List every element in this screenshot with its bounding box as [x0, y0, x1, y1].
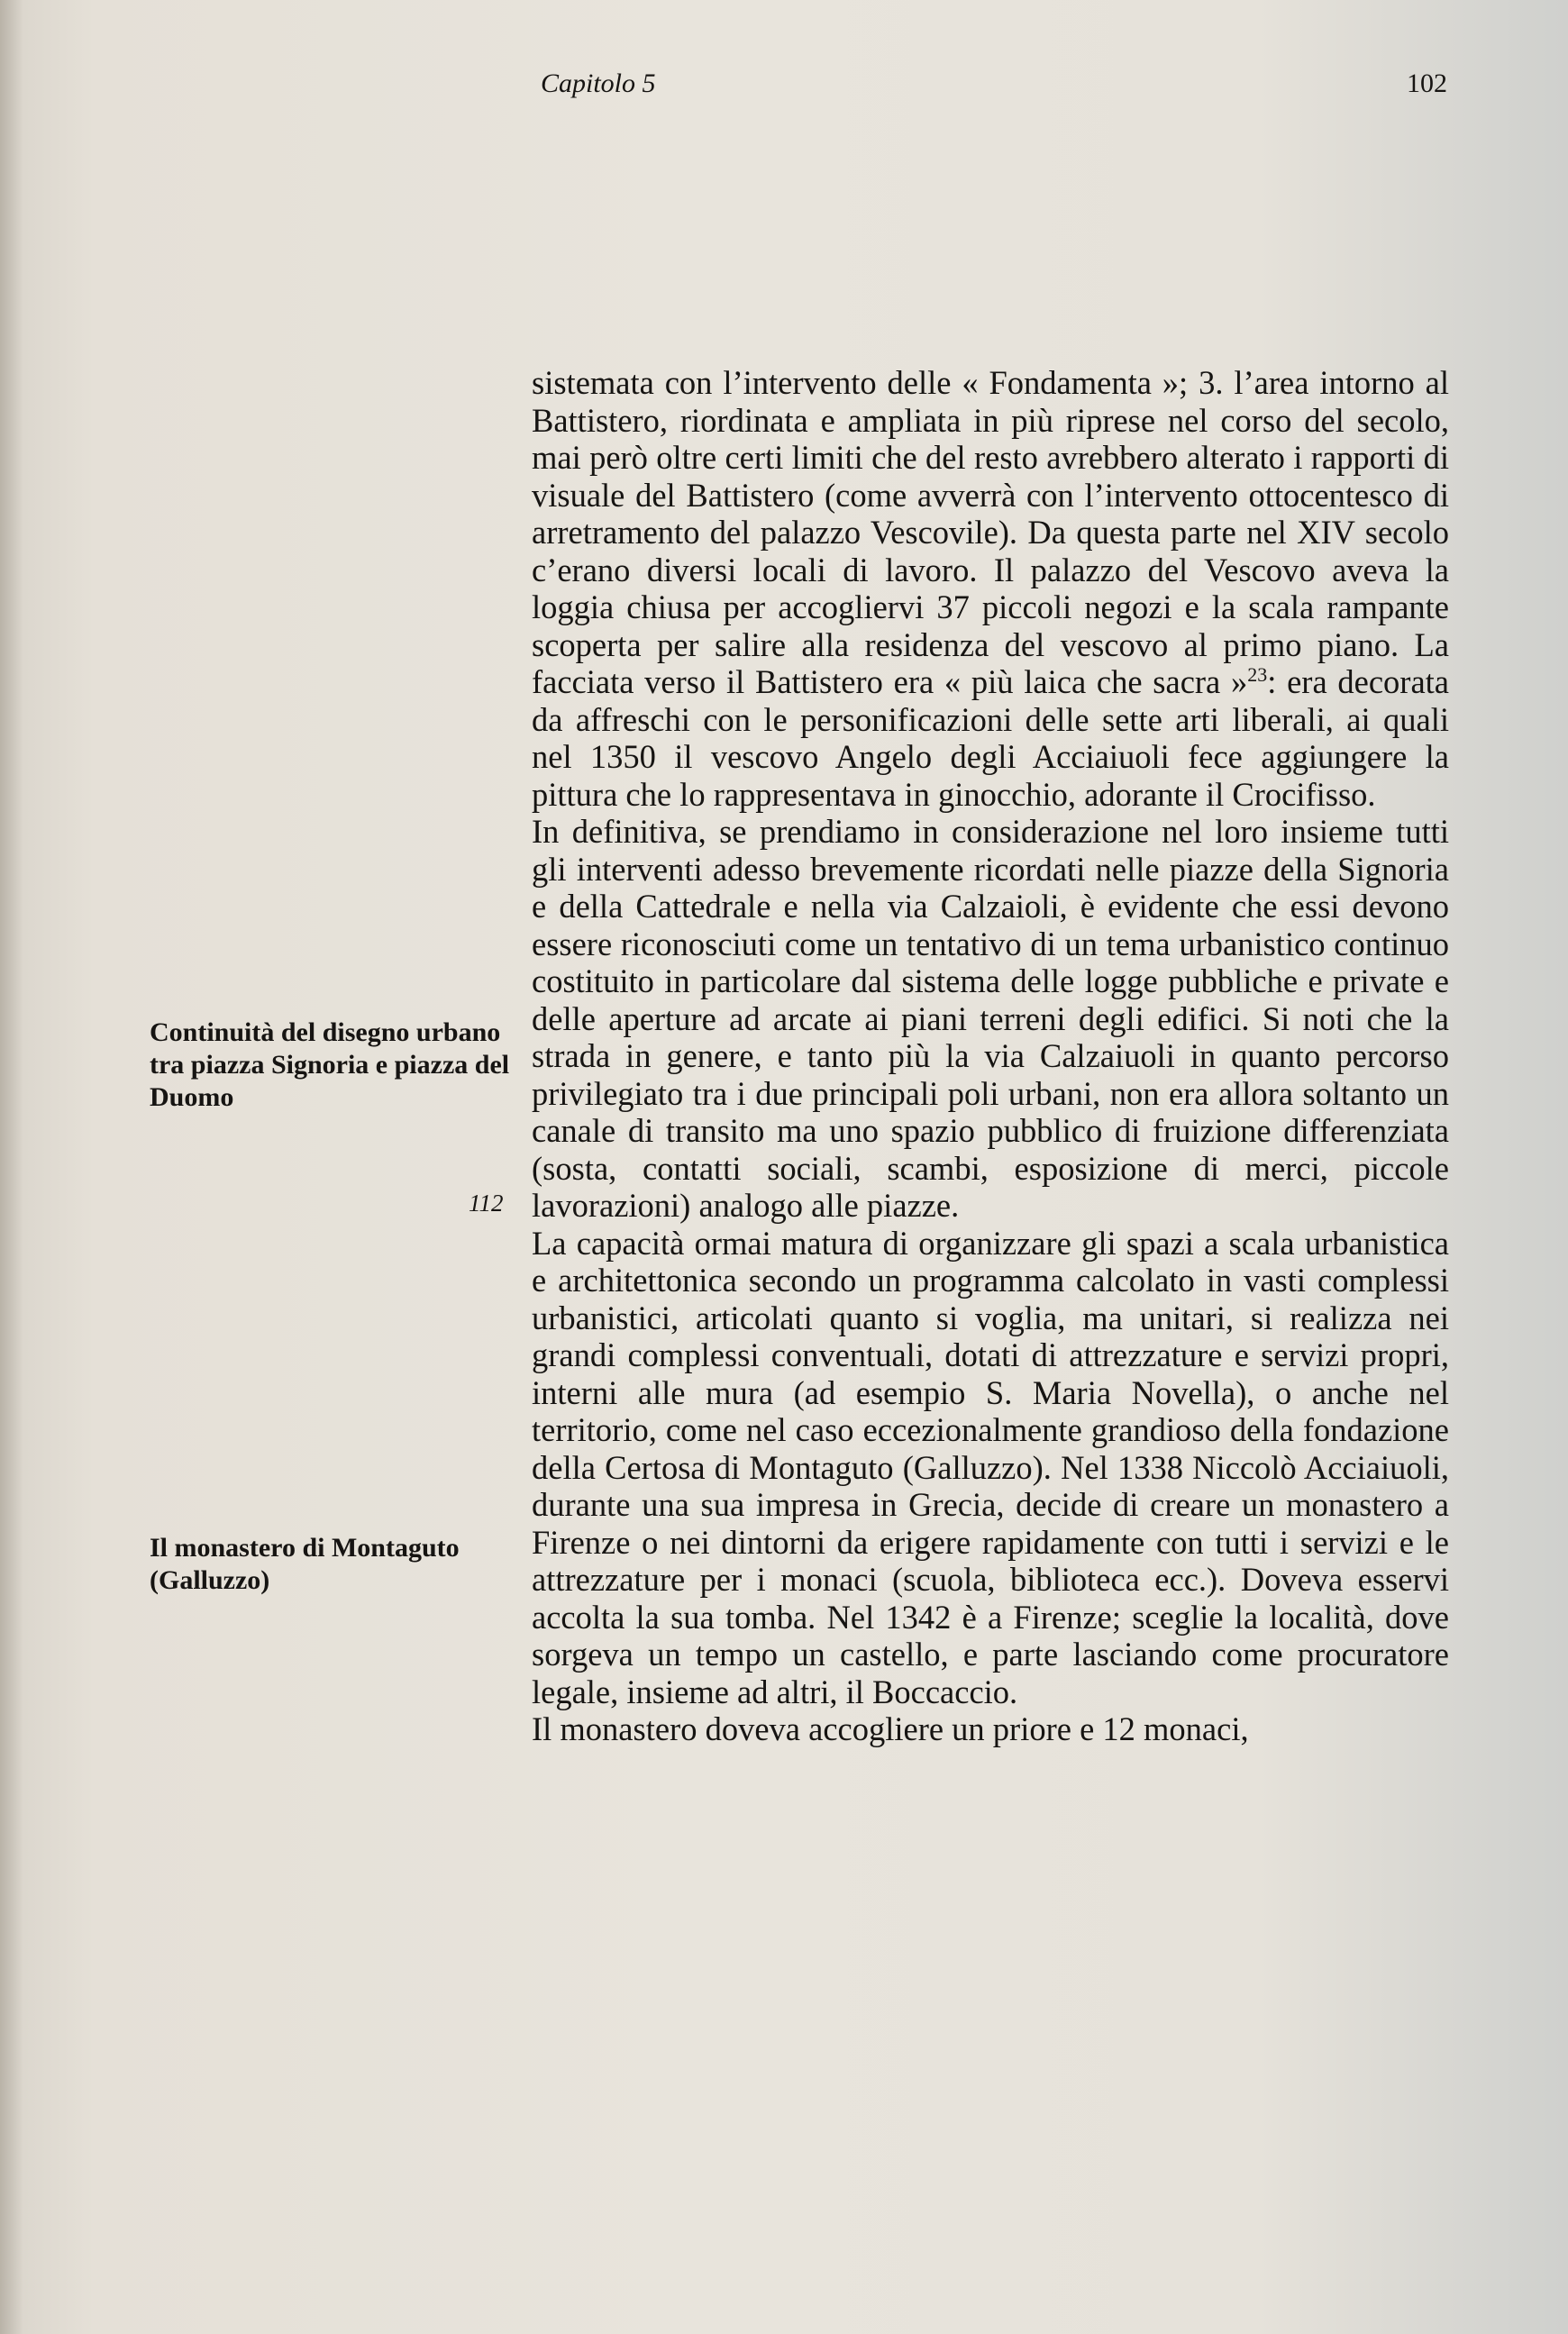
paragraph-1-text-b: : era decorata da affreschi con le personificazioni delle sette arti liberali, ai quali nel 1350 il vescovo Angelo degli Acciaiuoli fece aggiungere la pittura che lo rappresentava in ginocchio, adorante il Crocifisso. — [532, 663, 1449, 813]
paragraph-2: In definitiva, se prendiamo in considerazione nel loro insieme tutti gli interventi adesso brevemente ricordati nelle piazze della Signoria e della Cattedrale e nella via Calzaioli, è evidente che essi devono essere riconosciuti come un tentativo di un tema urbanistico continuo costituito in particolare dal sistema delle logge pubbliche e private e delle aperture ad arcate ai piani terreni degli edifici. Si noti che la strada in genere, e tanto più la via Calzaiuoli in quanto percorso privilegiato tra i due principali poli urbani, non era allora soltanto un canale di transito ma uno spazio pubblico di fruizione differenziata (sosta, contatti sociali, scambi, esposizione di merci, piccole lavorazioni) analogo alle piazze. — [532, 813, 1449, 1224]
chapter-title: Capitolo 5 — [541, 68, 656, 98]
paragraph-3: La capacità ormai matura di organizzare gli spazi a scala urbanistica e architettonica secondo un programma calcolato in vasti complessi urbanistici, articolati quanto si voglia, ma unitari, si realizza nei grandi complessi conventuali, dotati di attrezzature e servizi propri, interni alle mura (ad esempio S. Maria Novella), o anche nel territorio, come nel caso eccezionalmente grandioso della fondazione della Certosa di Montaguto (Galluzzo). Nel 1338 Niccolò Acciaiuoli, durante una sua impresa in Grecia, decide di creare un monastero a Firenze o nei dintorni da erigere rapidamente con tutti i servizi e le attrezzature per i monaci (scuola, biblioteca ecc.). Doveva esservi accolta la sua tomba. Nel 1342 è a Firenze; sceglie la località, dove sorgeva un tempo un castello, e parte lasciando come procuratore legale, insieme ad altri, il Boccaccio. — [532, 1224, 1449, 1710]
body-text — [532, 364, 1449, 1748]
paragraph-4: Il monastero doveva accogliere un priore e 12 monaci, — [532, 1710, 1249, 1747]
footnote-ref-23: 23 — [1247, 662, 1268, 686]
paragraph-1 — [532, 364, 1449, 813]
running-header — [0, 68, 1568, 114]
page-edge-shadow — [0, 0, 23, 2334]
paragraph-1-text-a: sistemata con l’intervento delle « Fondamenta »; 3. l’area intorno al Battistero, riordinata e ampliata in più riprese nel corso del secolo, mai però oltre certi limiti che del resto avrebbero alterato i rapporti di visuale del Battistero (come avverrà con l’intervento ottocentesco di arretramento del palazzo Vescovile). Da questa parte nel XIV secolo c’erano diversi locali di lavoro. Il palazzo del Vescovo aveva la loggia chiusa per accogliervi 37 piccoli negozi e la scala rampante scoperta per salire alla residenza del vescovo al primo piano. La facciata verso il Battistero era « più laica che sacra » — [532, 364, 1449, 700]
page-number: 102 — [1407, 68, 1447, 98]
sidenote-continuita: Continuità del disegno urbano tra piazza Signoria e piazza del Duomo — [150, 1017, 510, 1112]
sidenote-monastero: Il monastero di Montaguto (Galluzzo) — [150, 1533, 460, 1595]
margin-reference-number: 112 — [469, 1190, 504, 1217]
